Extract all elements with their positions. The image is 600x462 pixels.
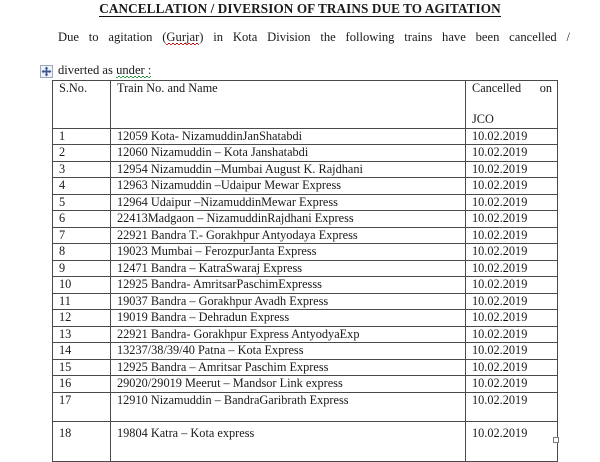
cell-sno: 4 [53,178,111,195]
cell-sno: 5 [53,194,111,211]
column-header-line-1 [472,81,552,112]
table-row [53,128,558,145]
cell-cancelled-date: 10.02.2019 [466,310,558,327]
cell-train-name: 22413Madgaon – NizamuddinRajdhani Express [111,211,466,228]
table-row [53,421,558,461]
table-row [53,293,558,310]
table-resize-handle[interactable] [553,437,559,443]
cell-train-name: 12471 Bandra – KatraSwaraj Express [111,260,466,277]
cell-cancelled-date: 10.02.2019 [466,260,558,277]
cell-sno: 10 [53,277,111,294]
intro-line-2 [58,62,570,79]
column-header-jco: JCO [472,112,494,126]
cell-train-name: 22921 Bandra T.- Gorakhpur Antyodaya Express [111,227,466,244]
table-row [53,376,558,393]
cell-train-name: 29020/29019 Meerut – Mandsor Link express [111,376,466,393]
table-row [53,178,558,195]
page-title-text: CANCELLATION / DIVERSION OF TRAINS DUE TO AGITATION [99,1,501,16]
table-row [53,343,558,360]
table-row [53,194,558,211]
cell-sno: 14 [53,343,111,360]
cell-train-name: 12060 Nizamuddin – Kota Janshatabdi [111,145,466,162]
cell-train-name: 12964 Udaipur –NizamuddinMewar Express [111,194,466,211]
cell-train-name: 19804 Katra – Kota express [111,421,466,461]
column-header-cancelled-on-jco [466,81,558,129]
cell-sno: 12 [53,310,111,327]
table-move-handle[interactable] [40,65,53,78]
misspelled-word: Gurjar [166,30,200,44]
cell-cancelled-date: 10.02.2019 [466,178,558,195]
cell-cancelled-date: 10.02.2019 [466,392,558,421]
cell-cancelled-date: 10.02.2019 [466,343,558,360]
column-header-cancelled: Cancelled [472,81,522,95]
cell-train-name: 12059 Kota- NizamuddinJanShatabdi [111,128,466,145]
table-row [53,211,558,228]
table-row [53,227,558,244]
table-body [53,128,558,461]
column-header-on: on [539,81,552,95]
cell-train-name: 19019 Bandra – Dehradun Express [111,310,466,327]
cell-train-name: 13237/38/39/40 Patna – Kota Express [111,343,466,360]
cell-cancelled-date: 10.02.2019 [466,376,558,393]
cell-train-name: 12963 Nizamuddin –Udaipur Mewar Express [111,178,466,195]
cell-train-name: 19037 Bandra – Gorakhpur Avadh Express [111,293,466,310]
cell-sno: 3 [53,161,111,178]
cell-train-name: 12925 Bandra – Amritsar Paschim Express [111,359,466,376]
page-title [0,1,600,17]
cell-cancelled-date: 10.02.2019 [466,293,558,310]
cell-sno: 6 [53,211,111,228]
cell-sno: 11 [53,293,111,310]
cell-cancelled-date: 10.02.2019 [466,128,558,145]
cell-cancelled-date: 10.02.2019 [466,326,558,343]
cell-train-name: 12925 Bandra- AmritsarPaschimExpresss [111,277,466,294]
column-header-sno: S.No. [53,81,111,129]
table-row [53,392,558,421]
table-row [53,326,558,343]
cell-sno: 15 [53,359,111,376]
cell-sno: 7 [53,227,111,244]
move-cross-icon [41,66,52,77]
intro-text-line2: diverted as [58,63,117,77]
table-row [53,277,558,294]
cell-cancelled-date: 10.02.2019 [466,277,558,294]
cell-sno: 13 [53,326,111,343]
cell-cancelled-date: 10.02.2019 [466,211,558,228]
cell-sno: 8 [53,244,111,261]
cell-sno: 9 [53,260,111,277]
table-row [53,310,558,327]
cell-cancelled-date: 10.02.2019 [466,145,558,162]
intro-line-1 [58,29,570,62]
intro-text-after: ) in Kota Division the following trains have been cancelled / [199,30,570,44]
cell-cancelled-date: 10.02.2019 [466,161,558,178]
cell-train-name: 19023 Mumbai – FerozpurJanta Express [111,244,466,261]
table-row [53,244,558,261]
cell-sno: 18 [53,421,111,461]
table-row [53,161,558,178]
cell-train-name: 22921 Bandra- Gorakhpur Express AntyodyaExp [111,326,466,343]
cell-cancelled-date: 10.02.2019 [466,194,558,211]
intro-text-before: Due to agitation ( [58,30,167,44]
cell-train-name: 12954 Nizamuddin –Mumbai August K. Rajdhani [111,161,466,178]
cancelled-trains-table [52,80,558,462]
grammar-flagged-word: under : [116,63,152,77]
cell-sno: 16 [53,376,111,393]
cell-sno: 17 [53,392,111,421]
cell-cancelled-date: 10.02.2019 [466,421,558,461]
table-row [53,145,558,162]
table-header-row [53,81,558,129]
table-row [53,260,558,277]
cell-cancelled-date: 10.02.2019 [466,244,558,261]
column-header-train-name: Train No. and Name [111,81,466,129]
intro-paragraph [58,29,570,79]
cell-cancelled-date: 10.02.2019 [466,227,558,244]
cell-sno: 2 [53,145,111,162]
cell-sno: 1 [53,128,111,145]
cell-cancelled-date: 10.02.2019 [466,359,558,376]
cell-train-name: 12910 Nizamuddin – BandraGaribrath Express [111,392,466,421]
table-row [53,359,558,376]
